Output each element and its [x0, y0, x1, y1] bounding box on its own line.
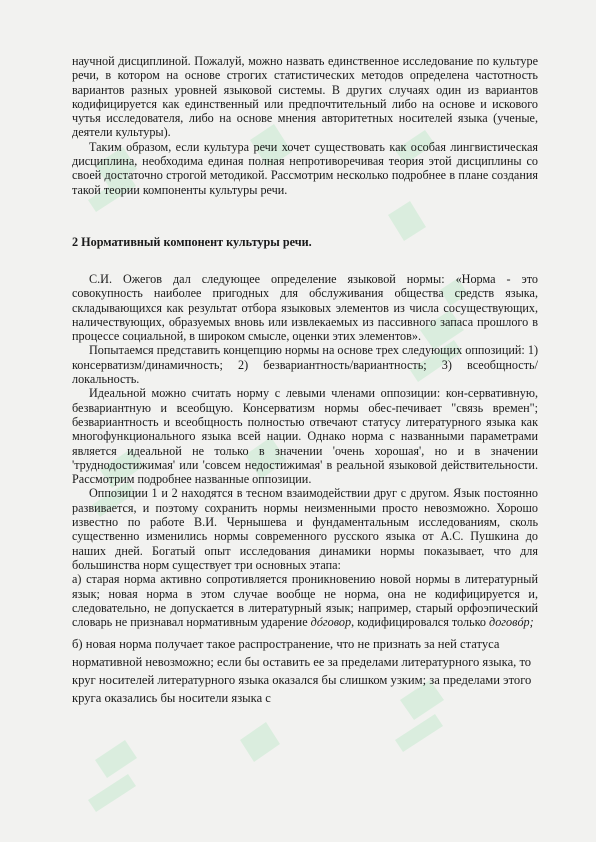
stage-a-word-old: дóговор: [310, 615, 352, 630]
paragraph-continued: научной дисциплиной. Пожалуй, можно назвать единственное исследование по культуре речи, в котором на основе строгих статистических методов определена частотность вариантов разных уровней языковой системы. В других случаях один из вариантов кодифицируется как единственный или предпочтительный либо на основе и искового чутья исследователя, либо на основе мнения авторитетных носителей языка (ученые, деятели культуры).: [72, 54, 538, 140]
section-heading: 2 Нормативный компонент культуры речи.: [72, 234, 312, 249]
paragraph-dynamics: Оппозиции 1 и 2 находятся в тесном взаимодействии друг с другом. Язык постоянно развивается, и поэтому сохранить нормы неизменными просто невозможно. Хорошо известно по работе В.И. Чернышева и фундаментальным исследованиям, сколь существенно изменились нормы современного русского языка от А.С. Пушкина до наших дней. Богатый опыт исследования динамики нормы показывает, что для большинства норм существует три основных этапа:: [72, 486, 538, 572]
paragraph-oppositions: Попытаемся представить концепцию нормы на основе трех следующих оппозиций: 1) консерватизм/динамичность; 2) безвариантность/вариантность; 3) всеобщность/локальность.: [72, 343, 538, 387]
paragraph-stage-a: [72, 572, 538, 629]
stage-a-word-new: договóр;: [489, 615, 534, 630]
page-content: [72, 54, 538, 707]
paragraph-ideal-norm: Идеальной можно считать норму с левыми членами оппозиции: кон-сервативную, безвариантную и всеобщую. Консерватизм нормы обес-печивает "связь времен"; безвариантность и всеобщность полностью отвечают статусу литературного языка как многофункционального языка всей нации. Однако норма с названными параметрами является идеальной не только в значении 'очень хорошая', но и в значении 'труднодостижимая' или 'совсем недостижимая' в реальной языковой действительности. Рассмотрим подробнее названные оппозиции.: [72, 386, 538, 487]
paragraph-conclusion: Таким образом, если культура речи хочет существовать как особая лингвистическая дисциплина, необходима единая полная непротиворечивая теория этой дисциплины со своей достаточно строгой методикой. Рассмотрим несколько подробнее в плане создания такой теории компоненты культуры речи.: [72, 139, 538, 197]
paragraph-stage-b: б) новая норма получает такое распространение, что не признать за ней статуса нормативной невозможно; если бы оставить ее за пределами литературного языка, то круг носителей литературного языка оказался бы слишком узким; за пределами этого круга оказались бы носители языка с: [72, 637, 532, 706]
stage-a-middle: , кодифицировался только: [351, 615, 486, 630]
stage-a-text: а) старая норма активно сопротивляется проникновению новой нормы в литературный язык; новая норма в этом случае вообще не норма, она не кодифицируется и, следовательно, не допускается в литературный язык; например, старый орфоэпический словарь не признавал нормативным ударение: [72, 572, 538, 630]
paragraph-ozhegov-definition: С.И. Ожегов дал следующее определение языковой нормы: «Норма - это совокупность наиболее пригодных для обслуживания общества средств языка, складывающихся как результат отбора языковых элементов из числа сосуществующих, наличествующих, образуемых вновь или извлекаемых из пассивного запаса прошлого в процессе социальной, в широком смысле, оценки этих элементов».: [72, 271, 538, 344]
